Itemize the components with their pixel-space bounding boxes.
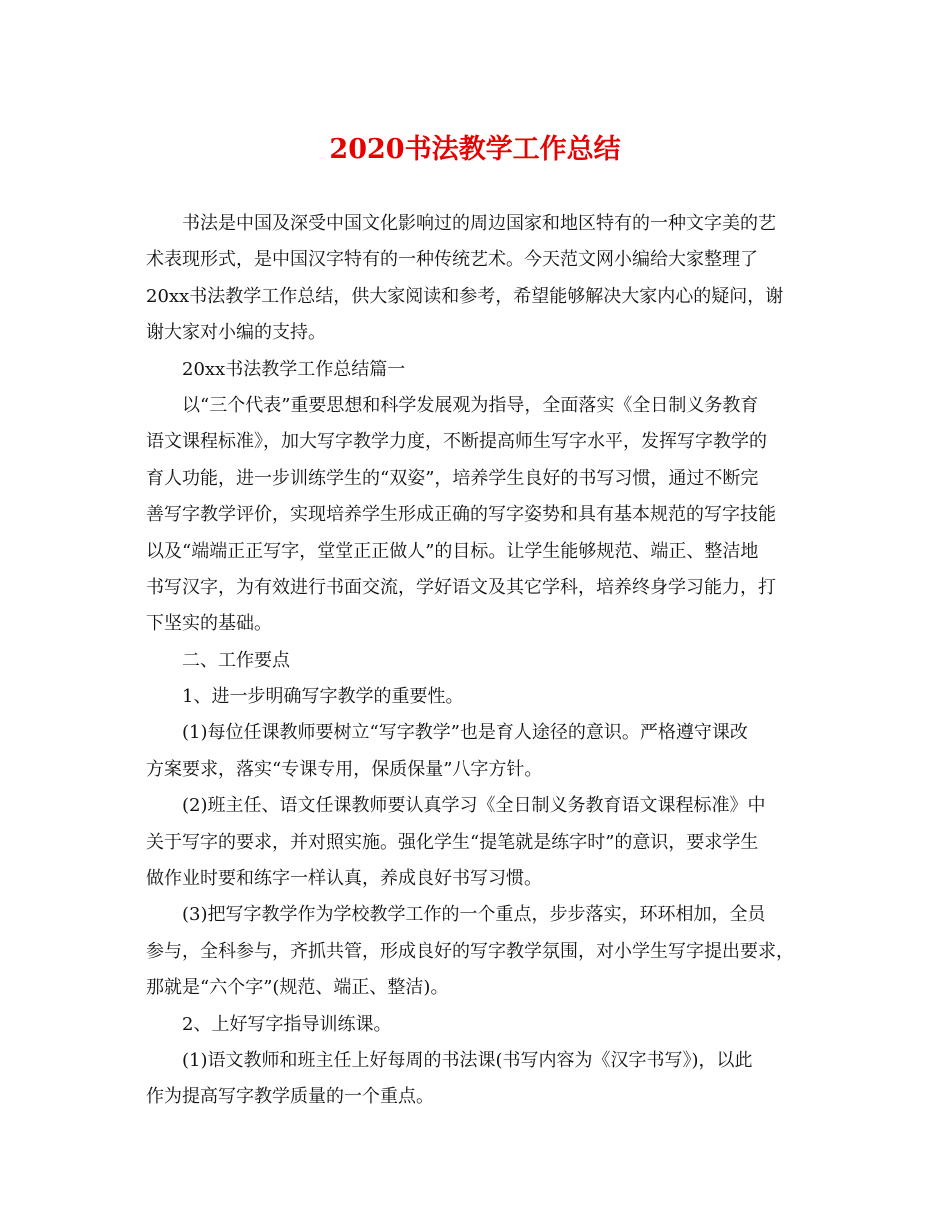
body-text-line: 关于写字的要求，并对照实施。强化学生“提笔就是练字时”的意识，要求学生 <box>146 831 759 853</box>
body-text-line: 育人功能，进一步训练学生的“双姿”，培养学生良好的书写习惯，通过不断完 <box>146 467 759 489</box>
body-text-line: 20xx书法教学工作总结，供大家阅读和参考，希望能够解决大家内心的疑问，谢 <box>146 285 784 307</box>
body-text-line: 下坚实的基础。 <box>146 613 272 635</box>
body-text-line: 书写汉字，为有效进行书面交流，学好语文及其它学科，培养终身学习能力，打 <box>146 576 776 598</box>
body-text-line: 20xx书法教学工作总结篇一 <box>182 358 406 380</box>
body-text-line: 那就是“六个字”(规范、端正、整洁)。 <box>146 977 449 999</box>
body-text-line: 善写字教学评价，实现培养学生形成正确的写字姿势和具有基本规范的写字技能 <box>146 504 776 526</box>
body-text-line: 作为提高写字教学质量的一个重点。 <box>146 1086 434 1108</box>
body-text-line: 以及“端端正正写字，堂堂正正做人”的目标。让学生能够规范、端正、整洁地 <box>146 540 759 562</box>
body-text-line: (1)语文教师和班主任上好每周的书法课(书写内容为《汉字书写》)，以此 <box>182 1049 753 1071</box>
body-text-line: 语文课程标准》，加大写字教学力度，不断提高师生写字水平，发挥写字教学的 <box>146 431 767 453</box>
body-text-line: 术表现形式，是中国汉字特有的一种传统艺术。今天范文网小编给大家整理了 <box>146 249 758 271</box>
body-text-line: 方案要求，落实“专课专用，保质保量”八字方针。 <box>146 758 543 780</box>
body-text-line: 以“三个代表”重要思想和科学发展观为指导，全面落实《全日制义务教育 <box>182 394 759 416</box>
body-text-line: 二、工作要点 <box>182 649 290 671</box>
document-title: 2020书法教学工作总结 <box>329 134 621 165</box>
body-text-line: 2、上好写字指导训练课。 <box>182 1013 392 1035</box>
body-text-line: 书法是中国及深受中国文化影响过的周边国家和地区特有的一种文字美的艺 <box>182 213 776 234</box>
body-text-line: (3)把写字教学作为学校教学工作的一个重点，步步落实，环环相加，全员 <box>182 904 766 926</box>
document-body <box>146 206 806 1116</box>
body-text-line: (2)班主任、语文任课教师要认真学习《全日制义务教育语文课程标准》中 <box>182 795 766 817</box>
body-text-line: 参与，全科参与，齐抓共管，形成良好的写字教学氛围，对小学生写字提出要求， <box>146 940 794 962</box>
body-text-line: 谢大家对小编的支持。 <box>146 322 326 344</box>
body-text-line: 1、进一步明确写字教学的重要性。 <box>182 686 464 708</box>
body-text-line: (1)每位任课教师要树立“写字教学”也是育人途径的意识。严格遵守课改 <box>182 722 748 744</box>
body-text-line: 做作业时要和练字一样认真，养成良好书写习惯。 <box>146 868 542 890</box>
